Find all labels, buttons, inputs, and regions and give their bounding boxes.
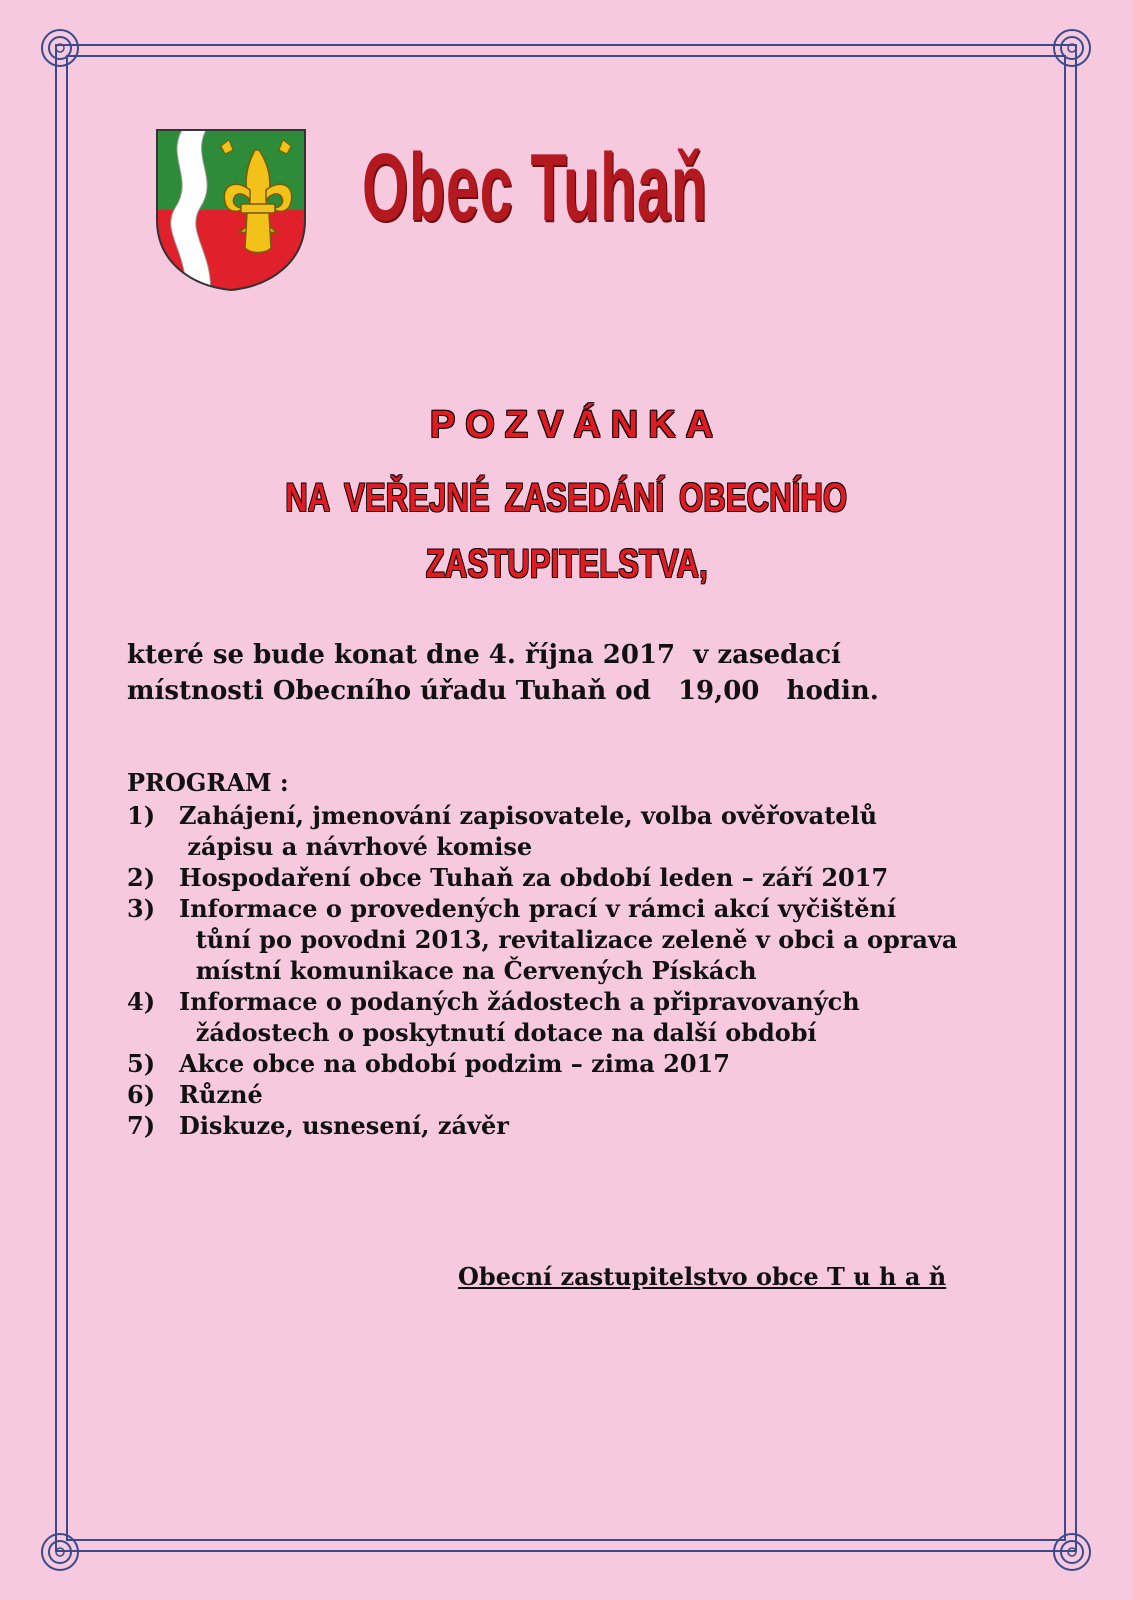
- program-item-text: Různé: [179, 1080, 263, 1109]
- program-item-number: 3): [127, 894, 156, 923]
- program-list: [127, 800, 1027, 1141]
- program-item-number: 1): [127, 801, 156, 830]
- subheading-line1-text: NA VEŘEJNÉ ZASEDÁNÍ OBECNÍHO: [285, 476, 848, 520]
- program-item: [127, 986, 1027, 1048]
- intro-line1: které se bude konat dne 4. října 2017 v zasedací: [127, 640, 841, 670]
- program-item: [127, 800, 1027, 862]
- program-item-text: Informace o podaných žádostech a připravovaných žádostech o poskytnutí dotace na další období: [179, 987, 860, 1047]
- intro-line2: místnosti Obecního úřadu Tuhaň od 19,00 hodin.: [127, 676, 879, 706]
- program-label: PROGRAM :: [127, 768, 289, 797]
- frame-corner-ornament-icon: [1050, 26, 1094, 70]
- program-item-text: Hospodaření obce Tuhaň za období leden – září 2017: [179, 863, 889, 892]
- program-item-number: 6): [127, 1080, 156, 1109]
- program-item: [127, 893, 1027, 986]
- signature: Obecní zastupitelstvo obce T u h a ň: [458, 1262, 947, 1291]
- program-item: [127, 1048, 1027, 1079]
- frame-corner-ornament-icon: [38, 1530, 82, 1574]
- program-item: [127, 1110, 1027, 1141]
- subheading-line2-text: ZASTUPITELSTVA,: [425, 542, 708, 586]
- program-item-text: Akce obce na období podzim – zima 2017: [179, 1049, 730, 1078]
- program-item-text: Informace o provedených prací v rámci akcí vyčištění tůní po povodni 2013, revitalizace zeleně v obci a oprava místní komunikace na Červených Pískách: [179, 894, 958, 985]
- invitation-subheading-line1: [0, 476, 1133, 521]
- frame-corner-ornament-icon: [38, 26, 82, 70]
- program-item-number: 4): [127, 987, 156, 1016]
- coat-of-arms-icon: [155, 128, 307, 292]
- program-item: [127, 1079, 1027, 1110]
- program-item-number: 2): [127, 863, 156, 892]
- program-item-text: Diskuze, usnesení, závěr: [179, 1111, 509, 1140]
- frame-corner-ornament-icon: [1050, 1530, 1094, 1574]
- invitation-subheading-line2: [0, 542, 1133, 587]
- program-item-number: 7): [127, 1111, 156, 1140]
- program-item-text: Zahájení, jmenování zapisovatele, volba ověřovatelů zápisu a návrhové komise: [179, 801, 878, 861]
- program-item: [127, 862, 1027, 893]
- municipality-title: Obec Tuhaň: [362, 134, 708, 241]
- program-item-number: 5): [127, 1049, 156, 1078]
- invitation-heading: POZVÁNKA: [429, 404, 724, 446]
